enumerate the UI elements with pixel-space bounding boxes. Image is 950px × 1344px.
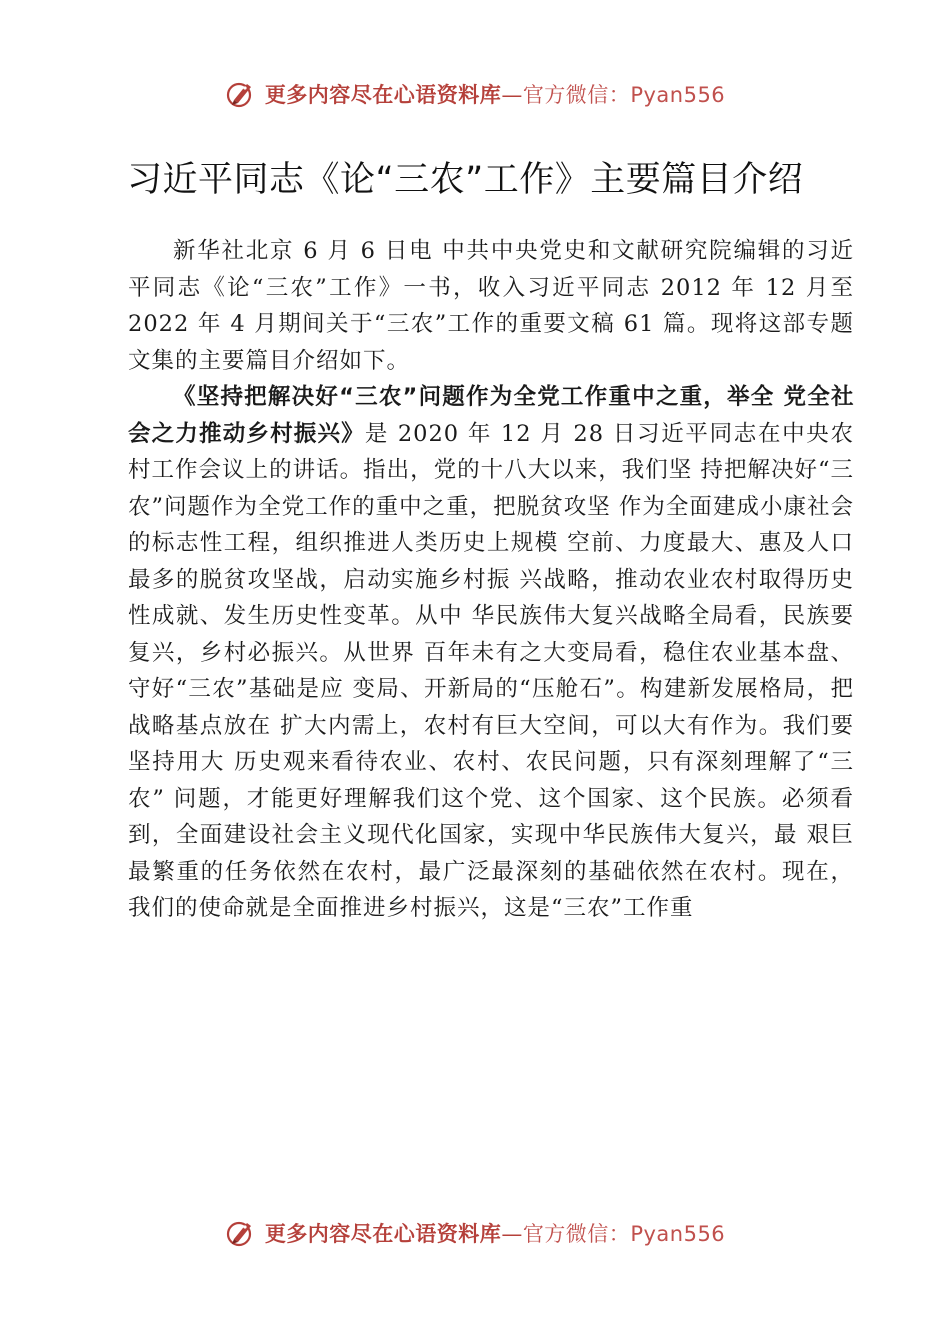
banner-text <box>265 1218 725 1248</box>
footer-banner <box>0 1209 950 1257</box>
banner-brand: 更多内容尽在心语资料库 <box>264 1222 502 1246</box>
banner-handle: Pyan556 <box>630 83 726 107</box>
banner-separator: — <box>501 1222 523 1246</box>
intro-paragraph: 新华社北京 6 月 6 日电 中共中央党史和文献研究院编辑的习近平同志《论“三农”工作》一书，收入习近平同志 2012 年 12 月至 2022 年 4 月期间关于“三农”工作的重要文稿 61 篇。现将这部专题文集的主要篇目介绍如下。 <box>128 238 854 374</box>
pen-nib-logo-icon <box>225 78 257 110</box>
banner-brand: 更多内容尽在心语资料库 <box>264 83 502 107</box>
banner-handle: Pyan556 <box>630 1222 726 1246</box>
article-body: 是 2020 年 12 月 28 日习近平同志在中央农村工作会议上的讲话。指出，党的十八大以来，我们坚 持把解决好“三农”问题作为全党工作的重中之重，把脱贫攻坚 作为全面建成小康社会的标志性工程，组织推进人类历史上规模 空前、力度最大、惠及人口最多的脱贫攻坚战，启动实施乡村振 兴战略，推动农业农村取得历史性成就、发生历史性变革。从中 华民族伟大复兴战略全局看，民族要复兴，乡村必振兴。从世界 百年未有之大变局看，稳住农业基本盘、守好“三农”基础是应 变局、开新局的“压舱石”。构建新发展格局，把战略基点放在 扩大内需上，农村有巨大空间，可以大有作为。我们要坚持用大 历史观来看待农业、农村、农民问题，只有深刻理解了“三农” 问题，才能更好理解我们这个党、这个国家、这个民族。必须看 到，全面建设社会主义现代化国家，实现中华民族伟大复兴，最 艰巨最繁重的任务依然在农村，最广泛最深刻的基础依然在农村。现在，我们的使命就是全面推进乡村振兴，这是“三农”工作重 <box>128 420 854 921</box>
document-title: 习近平同志《论“三农”工作》主要篇目介绍 <box>127 160 804 200</box>
article-title: 《坚持把解决好“三农”问题作为全党工作重中之重，举全 党全社会之力推动乡村振兴》 <box>128 384 854 447</box>
banner-contact-label: 官方微信： <box>522 83 631 107</box>
banner-text <box>265 79 725 109</box>
banner-contact-label: 官方微信： <box>522 1222 631 1246</box>
article-paragraph <box>128 379 854 927</box>
header-banner <box>0 70 950 118</box>
pen-nib-logo-icon <box>225 1217 257 1249</box>
document-body <box>128 233 854 927</box>
banner-separator: — <box>501 83 523 107</box>
